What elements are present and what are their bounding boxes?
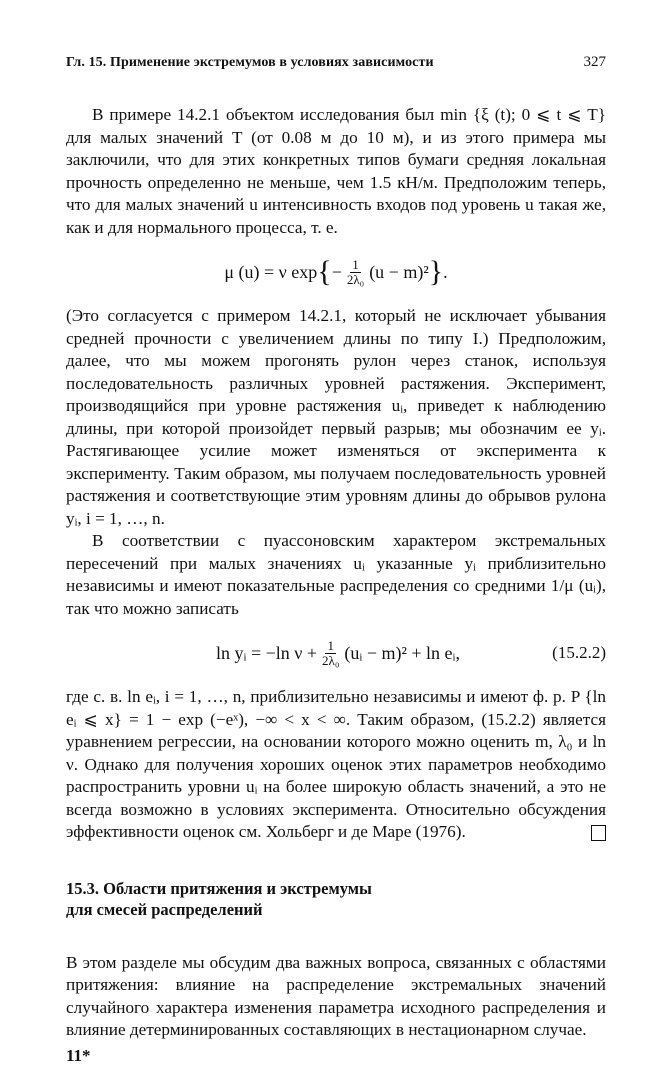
paragraph-4 bbox=[66, 686, 606, 844]
paragraph-5: В этом разделе мы обсудим два важных вопроса, связанных с областями притяжения: влияние на распределение экстремальных значений случайного характера изменения параметра исходного распределения и влияние детерминированных составляющих в нестационарном случае. bbox=[66, 952, 606, 1039]
brace-close: } bbox=[428, 255, 444, 288]
section-heading-line-2: для смесей распределений bbox=[66, 899, 263, 919]
signature-mark: 11* bbox=[66, 1045, 91, 1065]
section-heading bbox=[66, 878, 606, 920]
formula-regression-right: (uᵢ − m)² + ln eᵢ, bbox=[344, 642, 460, 663]
section-heading-line-1: 15.3. Области притяжения и экстремумы bbox=[66, 878, 372, 898]
formula-mu-right: (u − m)² bbox=[369, 261, 429, 282]
minus-sign: − bbox=[331, 261, 342, 282]
paragraph-1: В примере 14.2.1 объектом исследования был min {ξ (t); 0 ⩽ t ⩽ T} для малых значений T (от 0.08 м до 10 м), и из этого примера мы заключили, что для этих конкретных типов бумаги средняя локальная прочность определенно не меньше, чем 1.5 кН/м. Предположим теперь, что для малых значений u интенсивность входов под уровень u такая же, как и для нормального процесса, т. е. bbox=[66, 105, 606, 237]
formula-mu-end: . bbox=[443, 261, 448, 282]
fraction-numerator: 1 bbox=[352, 256, 359, 272]
equation-number: (15.2.2) bbox=[552, 643, 606, 662]
running-title: Гл. 15. Применение экстремумов в условиях зависимости bbox=[66, 55, 434, 70]
page-number: 327 bbox=[583, 54, 606, 70]
book-page bbox=[66, 54, 606, 1066]
brace-open: { bbox=[317, 255, 332, 288]
fraction-numerator: 1 bbox=[327, 637, 334, 653]
end-of-proof-icon bbox=[591, 825, 606, 841]
fraction-denominator: 2λ₀ bbox=[322, 652, 340, 668]
paragraph-2: (Это согласуется с примером 14.2.1, который не исключает убывания средней прочности с увеличением длины по типу I.) Предположим, далее, что мы можем прогонять рулон через станок, используя последовательность различных уровней растяжения. Эксперимент, производящийся при уровне растяжения uᵢ, приведет к наблюдению длины, при которой произойдет первый разрыв; мы обозначим ее yᵢ. Растягивающее усилие может изменяться от эксперимента к эксперименту. Таким образом, мы получаем последовательность уровней растяжения и соответствующие этим уровням длины до обрывов рулона yᵢ, i = 1, …, n. bbox=[66, 306, 606, 528]
paragraph-4-text: где с. в. ln eᵢ, i = 1, …, n, приблизительно независимы и имеют ф. р. P {ln eᵢ ⩽ x} = 1 − exp (−eˣ), −∞ < x < ∞. Таким образом, (15.2.2) является уравнением регрессии, на основании которого можно оценить m, λ₀ и ln ν. Однако для получения хороших оценок этих параметров необходимо распространить уровни uᵢ на более широкую область значений, а это не всегда возможно в условиях эксперимента. Относительно обсуждения эффективности оценок см. Хольберг и де Маре (1976). bbox=[66, 687, 606, 841]
formula-regression-fraction bbox=[320, 639, 341, 668]
formula-regression bbox=[66, 630, 606, 676]
running-header bbox=[66, 54, 606, 76]
paragraph-3: В соответствии с пуассоновским характером экстремальных пересечений при малых значениях uᵢ указанные yᵢ приблизительно независимы и имеют показательные распределения со средними 1/μ (uᵢ), так что можно записать bbox=[66, 531, 606, 618]
formula-mu bbox=[66, 249, 606, 295]
formula-regression-left: ln yᵢ = −ln ν + bbox=[216, 642, 318, 663]
formula-mu-fraction bbox=[345, 258, 366, 287]
formula-mu-left: μ (u) = ν exp bbox=[224, 261, 318, 282]
fraction-denominator: 2λ₀ bbox=[346, 271, 365, 287]
